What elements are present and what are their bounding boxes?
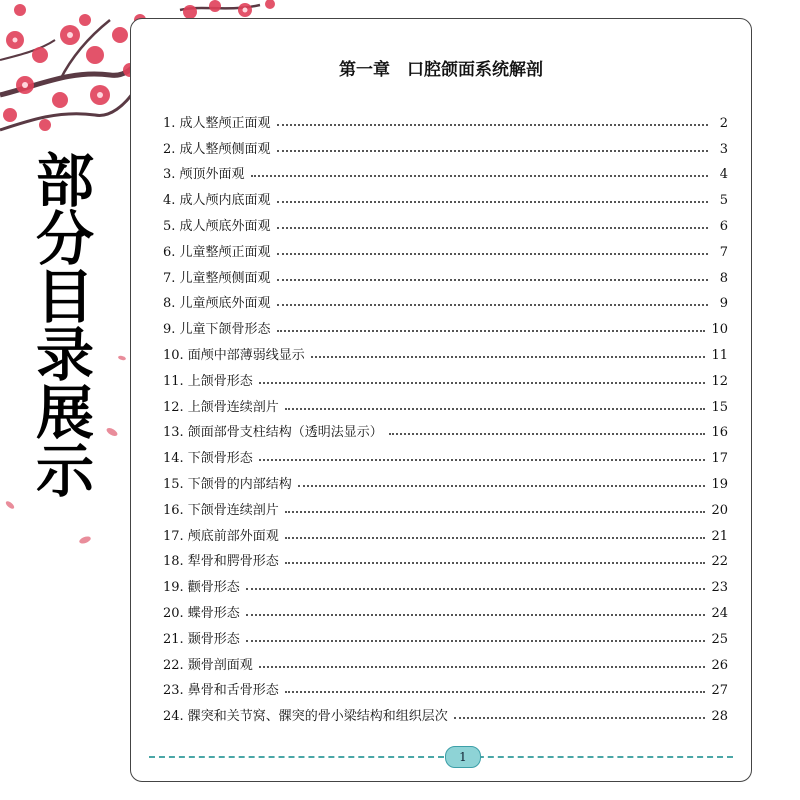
toc-entry-label: 18. 犁骨和腭骨形态 bbox=[163, 554, 279, 570]
toc-leader-dots bbox=[277, 253, 708, 255]
toc-entry-label: 15. 下颌骨的内部结构 bbox=[163, 476, 292, 492]
toc-leader-dots bbox=[246, 588, 706, 590]
toc-entry-page: 2 bbox=[719, 115, 728, 131]
toc-entry[interactable] bbox=[163, 595, 728, 621]
toc-entry[interactable] bbox=[163, 208, 728, 234]
toc-entry[interactable] bbox=[163, 182, 728, 208]
side-title: 部分目录展示 bbox=[26, 150, 94, 498]
toc-leader-dots bbox=[454, 717, 706, 719]
toc-entry-label: 1. 成人整颅正面观 bbox=[163, 115, 271, 131]
toc-leader-dots bbox=[285, 511, 706, 513]
toc-entry[interactable] bbox=[163, 260, 728, 286]
toc-leader-dots bbox=[277, 201, 708, 203]
toc-entry-page: 10 bbox=[711, 322, 728, 338]
toc-entry[interactable] bbox=[163, 337, 728, 363]
toc-entry[interactable] bbox=[163, 311, 728, 337]
toc-entry[interactable] bbox=[163, 415, 728, 441]
toc-entry-label: 10. 面颅中部薄弱线显示 bbox=[163, 347, 305, 363]
toc-entry[interactable] bbox=[163, 440, 728, 466]
toc-entry[interactable] bbox=[163, 105, 728, 131]
toc-entry-page: 25 bbox=[711, 631, 728, 647]
toc-entry-page: 16 bbox=[711, 425, 728, 441]
toc-entry[interactable] bbox=[163, 234, 728, 260]
toc-entry-page: 28 bbox=[711, 709, 728, 725]
toc-entry-label: 24. 髁突和关节窝、髁突的骨小梁结构和组织层次 bbox=[163, 709, 448, 725]
toc-leader-dots bbox=[285, 691, 706, 693]
toc-entry-page: 6 bbox=[719, 218, 728, 234]
toc-entry-label: 16. 下颌骨连续剖片 bbox=[163, 502, 279, 518]
toc-entry-page: 23 bbox=[711, 580, 728, 596]
toc-entry[interactable] bbox=[163, 647, 728, 673]
toc-entry[interactable] bbox=[163, 673, 728, 699]
toc-entry-page: 15 bbox=[711, 399, 728, 415]
toc-entry-label: 17. 颅底前部外面观 bbox=[163, 528, 279, 544]
toc-entry-page: 9 bbox=[719, 296, 728, 312]
toc-leader-dots bbox=[259, 666, 706, 668]
toc-entry-label: 11. 上颌骨形态 bbox=[163, 373, 253, 389]
toc-entry-page: 21 bbox=[711, 528, 728, 544]
toc-entry-page: 24 bbox=[711, 605, 728, 621]
toc-entry-label: 22. 颞骨剖面观 bbox=[163, 657, 253, 673]
page-number-badge: 1 bbox=[445, 746, 481, 768]
toc-entry-label: 14. 下颌骨形态 bbox=[163, 451, 253, 467]
toc-entry[interactable] bbox=[163, 621, 728, 647]
toc-leader-dots bbox=[277, 330, 706, 332]
toc-entry[interactable] bbox=[163, 492, 728, 518]
toc-entry-label: 3. 颅顶外面观 bbox=[163, 167, 245, 183]
toc-leader-dots bbox=[246, 614, 706, 616]
toc-entry-label: 7. 儿童整颅侧面观 bbox=[163, 270, 271, 286]
toc-entry-page: 8 bbox=[719, 270, 728, 286]
toc-entry-page: 11 bbox=[711, 347, 728, 363]
toc-entry-label: 19. 颧骨形态 bbox=[163, 580, 240, 596]
toc-leader-dots bbox=[277, 124, 708, 126]
toc-entry-page: 22 bbox=[711, 554, 728, 570]
toc-leader-dots bbox=[311, 356, 706, 358]
toc-entry-page: 17 bbox=[711, 451, 728, 467]
toc-entry[interactable] bbox=[163, 363, 728, 389]
toc-entry-page: 5 bbox=[719, 193, 728, 209]
toc-entry[interactable] bbox=[163, 131, 728, 157]
toc-entry-label: 23. 鼻骨和舌骨形态 bbox=[163, 683, 279, 699]
toc-leader-dots bbox=[285, 562, 706, 564]
toc-entry-label: 4. 成人颅内底面观 bbox=[163, 193, 271, 209]
toc-entry-page: 12 bbox=[711, 373, 728, 389]
toc-entry-label: 8. 儿童颅底外面观 bbox=[163, 296, 271, 312]
chapter-title: 第一章 口腔颌面系统解剖 bbox=[339, 60, 543, 80]
toc-entry[interactable] bbox=[163, 518, 728, 544]
toc-entry[interactable] bbox=[163, 544, 728, 570]
toc-entry-label: 20. 蝶骨形态 bbox=[163, 605, 240, 621]
toc-leader-dots bbox=[246, 640, 706, 642]
toc-leader-dots bbox=[285, 537, 706, 539]
toc-entry-page: 19 bbox=[711, 476, 728, 492]
toc-entry-page: 27 bbox=[711, 683, 728, 699]
toc-entry-page: 20 bbox=[711, 502, 728, 518]
toc-entry-label: 13. 颌面部骨支柱结构（透明法显示） bbox=[163, 425, 383, 441]
toc-leader-dots bbox=[277, 150, 708, 152]
toc-entry[interactable] bbox=[163, 157, 728, 183]
toc-leader-dots bbox=[277, 304, 708, 306]
toc-entry[interactable] bbox=[163, 569, 728, 595]
toc-leader-dots bbox=[277, 279, 708, 281]
table-of-contents bbox=[163, 105, 728, 724]
toc-leader-dots bbox=[259, 459, 706, 461]
toc-leader-dots bbox=[251, 175, 708, 177]
toc-entry-label: 6. 儿童整颅正面观 bbox=[163, 244, 271, 260]
toc-entry-label: 9. 儿童下颌骨形态 bbox=[163, 322, 271, 338]
toc-entry-label: 12. 上颌骨连续剖片 bbox=[163, 399, 279, 415]
toc-leader-dots bbox=[389, 433, 706, 435]
toc-entry[interactable] bbox=[163, 466, 728, 492]
toc-entry-label: 21. 颞骨形态 bbox=[163, 631, 240, 647]
footer-divider bbox=[149, 756, 733, 758]
toc-leader-dots bbox=[285, 408, 706, 410]
toc-entry-page: 26 bbox=[711, 657, 728, 673]
toc-entry-page: 4 bbox=[719, 167, 728, 183]
toc-entry-label: 5. 成人颅底外面观 bbox=[163, 218, 271, 234]
toc-leader-dots bbox=[298, 485, 706, 487]
toc-entry-label: 2. 成人整颅侧面观 bbox=[163, 141, 271, 157]
toc-entry[interactable] bbox=[163, 286, 728, 312]
toc-leader-dots bbox=[277, 227, 708, 229]
toc-leader-dots bbox=[259, 382, 706, 384]
toc-entry-page: 7 bbox=[719, 244, 728, 260]
toc-entry[interactable] bbox=[163, 698, 728, 724]
toc-entry-page: 3 bbox=[719, 141, 728, 157]
toc-entry[interactable] bbox=[163, 389, 728, 415]
toc-panel bbox=[130, 18, 752, 782]
